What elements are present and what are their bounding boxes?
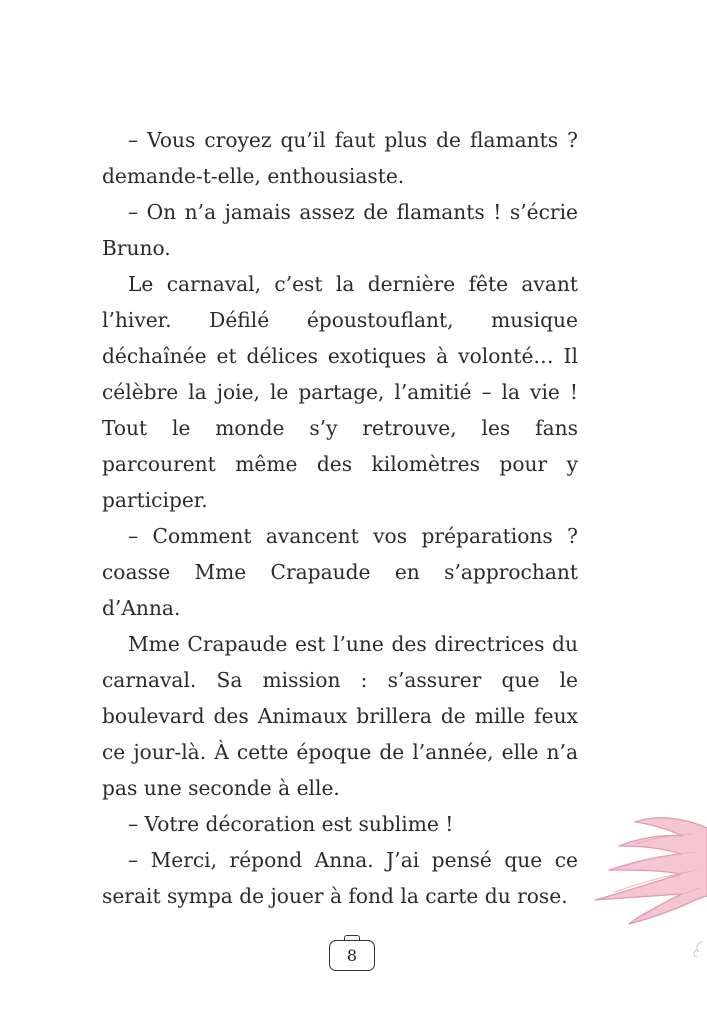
paragraph-5: Mme Crapaude est l’une des directrices du carnaval. Sa mission : s’assurer que le boulevard des Animaux brillera de mille feux ce jour-là. À cette époque de l’année, elle n’a pas une seconde à elle. <box>102 632 578 800</box>
paragraph-1: – Vous croyez qu’il faut plus de flamants ? demande-t-elle, enthousiaste. <box>102 128 578 188</box>
paragraph-7: – Merci, répond Anna. J’ai pensé que ce serait sympa de jouer à fond la carte du rose. <box>102 848 578 908</box>
paragraph-2: – On n’a jamais assez de flamants ! s’écrie Bruno. <box>102 200 578 260</box>
paragraph-4: – Comment avancent vos préparations ? coasse Mme Crapaude en s’approchant d’Anna. <box>102 524 578 620</box>
page-number-badge <box>329 940 375 972</box>
page-text <box>102 122 578 914</box>
flamingo-feather-illustration <box>585 800 707 970</box>
small-eye-mark <box>694 942 703 957</box>
paragraph-6: – Votre décoration est sublime ! <box>128 812 454 836</box>
page-number: 8 <box>329 940 375 971</box>
paragraph-3: Le carnaval, c’est la dernière fête avant l’hiver. Défilé époustouflant, musique déchaînée et délices exotiques à volonté… Il célèbre la joie, le partage, l’amitié – la vie ! Tout le monde s’y retrouve, les fans parcourent même des kilomètres pour y participer. <box>102 272 578 512</box>
